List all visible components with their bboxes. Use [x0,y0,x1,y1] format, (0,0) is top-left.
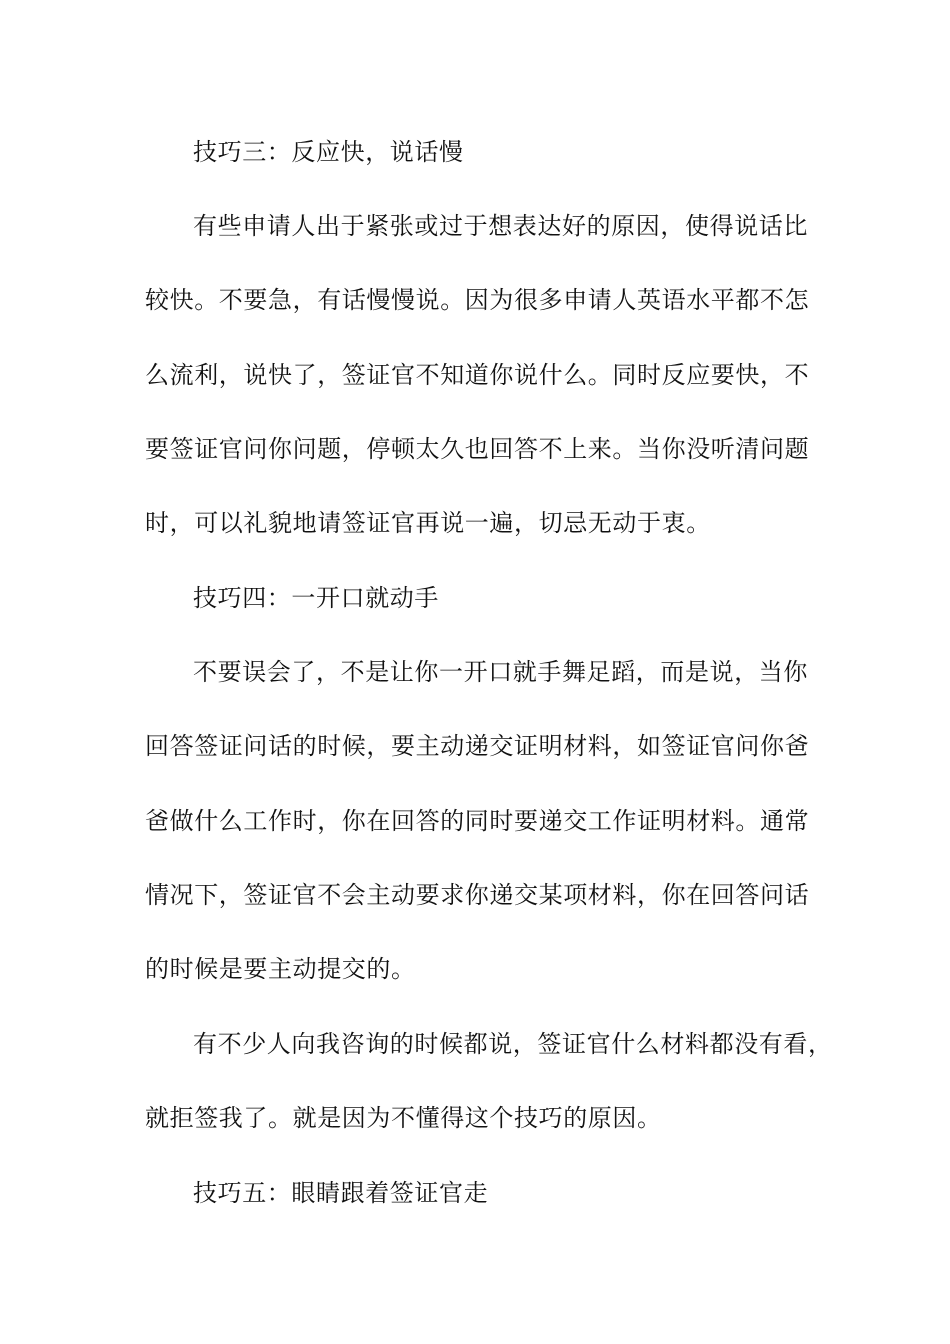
paragraph-line: 有不少人向我咨询的时候都说，签证官什么材料都没有看， [193,1030,833,1058]
paragraph-line: 的时候是要主动提交的。 [145,955,416,983]
heading-tip-four: 技巧四：一开口就动手 [193,584,439,612]
paragraph-line: 要签证官问你问题，停顿太久也回答不上来。当你没听清问题 [145,435,810,463]
paragraph-line: 就拒签我了。就是因为不懂得这个技巧的原因。 [145,1104,662,1132]
paragraph-line: 爸做什么工作时，你在回答的同时要递交工作证明材料。通常 [145,807,810,835]
paragraph-line: 么流利，说快了，签证官不知道你说什么。同时反应要快，不 [145,361,810,389]
paragraph-line: 时，可以礼貌地请签证官再说一遍，切忌无动于衷。 [145,509,711,537]
paragraph-line: 有些申请人出于紧张或过于想表达好的原因，使得说话比 [193,212,808,240]
paragraph-line: 情况下，签证官不会主动要求你递交某项材料，你在回答问话 [145,881,810,909]
heading-tip-five: 技巧五：眼睛跟着签证官走 [193,1179,489,1207]
paragraph-line: 回答签证问话的时候，要主动递交证明材料，如签证官问你爸 [145,732,810,760]
paragraph-line: 不要误会了，不是让你一开口就手舞足蹈，而是说，当你 [193,658,808,686]
paragraph-line: 较快。不要急，有话慢慢说。因为很多申请人英语水平都不怎 [145,286,810,314]
heading-tip-three: 技巧三：反应快，说话慢 [193,138,464,166]
